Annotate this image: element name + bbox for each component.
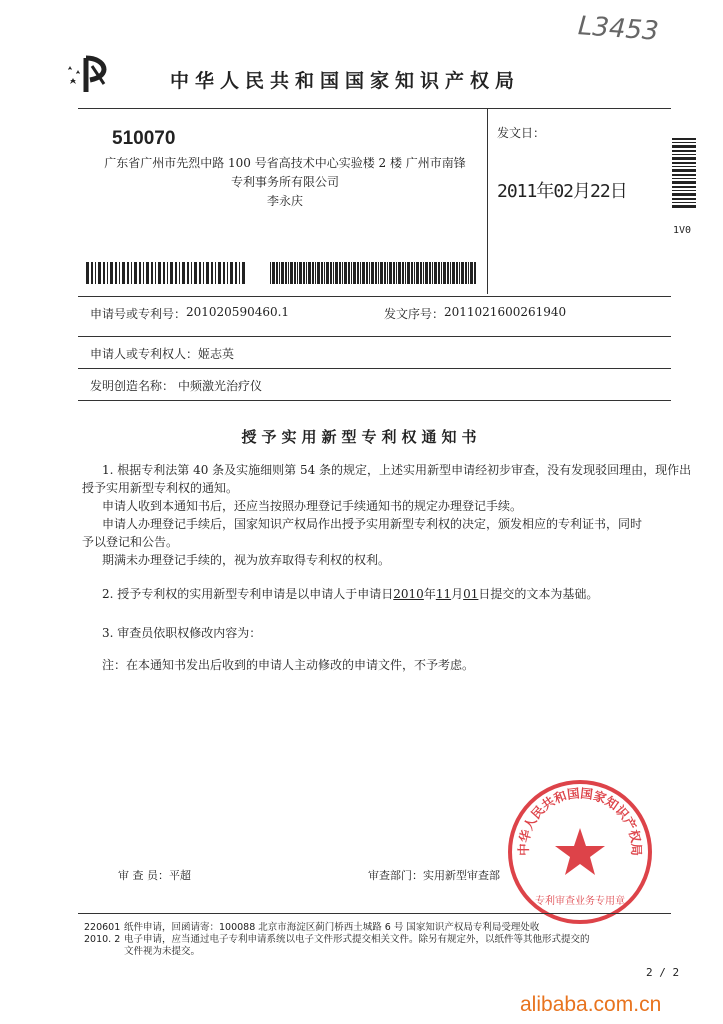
divider [78,400,671,401]
paragraph: 授予实用新型专利权的通知。 [82,481,239,495]
footer-line: 纸件申请，回函请寄：100088 北京市海淀区蓟门桥西土城路 6 号 国家知识产权局专利局受理处收 [124,922,540,933]
invention-value: 中频激光治疗仪 [178,379,263,393]
filing-day: 01 [463,587,479,601]
paragraph: 3. 审查员依职权修改内容为： [102,626,262,640]
paragraph: 予以登记和公告。 [82,535,179,549]
footer [84,922,590,958]
invention-label: 发明创造名称： [90,379,175,393]
note: 注：在本通知书发出后收到的申请人主动修改的申请文件，不予考虑。 [102,658,475,672]
examiner-name: 平超 [169,869,191,882]
watermark: alibaba.com.cn [520,993,662,1016]
paragraph: 申请人收到本通知书后，还应当按照办理登记手续通知书的规定办理登记手续。 [102,499,523,513]
handwritten-note: L3453 [577,11,660,47]
text: 2. 授予专利权的实用新型专利申请是以申请人于申请日 [102,587,394,601]
addressee-name: 李永庆 [266,194,303,208]
sipo-logo-icon [66,54,118,94]
barcode-icon [672,138,696,208]
send-date-label: 发文日： [497,126,546,140]
form-version: 2010. 2 [84,934,121,945]
divider [78,913,671,914]
send-date-value: 2011年02月22日 [497,181,627,202]
department-value: 实用新型审查部 [423,869,500,882]
seal-text: 中华人民共和国国家知识产权局 [515,785,645,856]
divider [487,108,488,294]
footer-line: 文件视为未提交。 [124,946,201,957]
postal-code: 510070 [112,128,176,149]
filing-year: 2010 [393,587,424,601]
notice-title: 授予实用新型专利权通知书 [241,429,482,446]
app-no-label: 申请号或专利号： [90,307,187,321]
seal-subtext: 专利审查业务专用章 [535,896,625,907]
address-line: 专利事务所有限公司 [230,175,339,189]
org-title: 中华人民共和国国家知识产权局 [170,71,521,92]
divider [78,108,671,109]
doc-no-value: 2011021600261940 [444,305,567,319]
app-no-value: 201020590460.1 [186,305,290,319]
applicant-row [78,336,671,367]
applicant-value: 姬志英 [198,347,235,361]
filing-month: 11 [435,587,452,601]
paragraph: 期满未办理登记手续的，视为放弃取得专利权的权利。 [102,553,391,567]
examiner-label: 审 查 员： [118,869,169,882]
address-line: 广东省广州市先烈中路 100 号省高技术中心实验楼 2 楼 广州市南锋 [104,156,466,170]
barcode-icon [86,262,246,284]
barcode-icon [270,262,476,284]
paragraph: 1. 根据专利法第 40 条及实施细则第 54 条的规定，上述实用新型申请经初步审查，没有发现驳回理由，现作出 [102,463,692,477]
examiner [118,867,191,883]
doc-no-label: 发文序号： [384,307,445,321]
side-code: 1V0 [673,225,692,236]
department [368,867,500,883]
paragraph: 申请人办理登记手续后，国家知识产权局作出授予实用新型专利权的决定，颁发相应的专利证书，同时 [102,517,643,531]
footer-line: 电子申请，应当通过电子专利申请系统以电子文件形式提交相关文件。除另有规定外，以纸件等其他形式提交的 [124,934,590,945]
form-code: 220601 [84,922,121,933]
address-block [90,154,480,211]
applicant-label: 申请人或专利权人： [90,347,199,361]
text: 年 [423,587,436,601]
official-seal-icon [506,778,654,926]
department-label: 审查部门： [368,869,423,882]
page-number: 2 / 2 [646,966,680,979]
invention-row [78,368,671,399]
text: 日提交的文本为基础。 [478,587,599,601]
text: 月 [451,587,464,601]
application-number-row [78,296,671,327]
paragraph-filing-date [102,585,598,603]
